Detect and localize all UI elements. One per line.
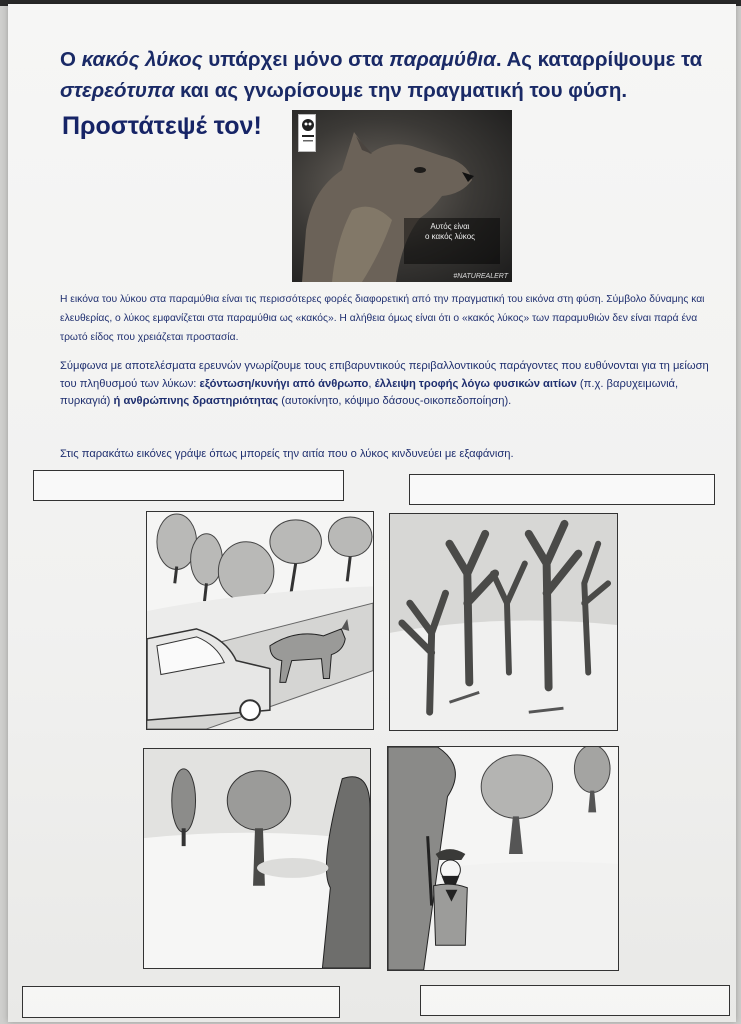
intro-paragraph: Η εικόνα του λύκου στα παραμύθια είναι τις περισσότερες φορές διαφορετική από την πραγματική του εικόνα στη φύση. Σύμβολο δύναμης και ελευθερίας, ο λύκος εμφανίζεται στα παραμύθια ως «κακός». Η αλήθεια όμως είναι ότι ο «κακός λύκος» των παραμυθιών δεν είναι παρά ένα τρωτό είδος που χρειάζεται προστασία. (60, 294, 705, 343)
drawing-burnt-forest (389, 513, 618, 731)
answer-box-2[interactable] (409, 474, 715, 505)
cause-hunting: εξόντωση/κυνήγι από άνθρωπο (199, 377, 369, 390)
page-subtitle: Προστάτεψέ τον! (62, 112, 262, 140)
title-line2-post: και ας γνωρίσουμε την πραγματική του φύση. (174, 79, 628, 102)
causes-paragraph (60, 358, 715, 411)
drawing-car-wolf (146, 511, 374, 730)
photo-hashtag: #NATUREALERT (453, 273, 508, 280)
drawing-hunter (387, 746, 619, 971)
title-em-stereotypes: στερεότυπα (60, 79, 175, 102)
page-title (60, 44, 710, 106)
photo-caption-line1: Αυτός είναι (430, 222, 470, 231)
causes-paren-natural: (π.χ. βαρυχειμωνιά, πυρκαγιά) (60, 377, 679, 407)
wwf-panda-icon (298, 114, 316, 152)
photo-caption-line2: ο κακός λύκος (424, 232, 476, 241)
drawing-snowy-landscape (143, 748, 371, 969)
answer-box-3[interactable] (22, 986, 340, 1018)
cause-human-activity: ή ανθρώπινης δραστηριότητας (113, 395, 279, 407)
title-line1-mid: υπάρχει μόνο στα (202, 48, 390, 71)
title-line1-post: . Ας καταρρίψουμε τα (495, 48, 703, 71)
wolf-poster-photo (292, 110, 512, 282)
title-line1-pre: Ο (60, 48, 82, 71)
cause-food-shortage: έλλειψη τροφής λόγω φυσικών αιτίων (374, 377, 577, 390)
answer-box-1[interactable] (33, 470, 344, 501)
photo-caption (410, 222, 490, 242)
title-em-bad-wolf: κακός λύκος (81, 48, 203, 71)
instruction-text: Στις παρακάτω εικόνες γράψε όπως μπορείς την αιτία που ο λύκος κινδυνεύει με εξαφάνιση. (60, 448, 514, 460)
wolf-pup-image (292, 110, 512, 282)
causes-paren-human: (αυτοκίνητο, κόψιμο δάσους-οικοπεδοποίηση). (278, 395, 512, 407)
answer-box-4[interactable] (420, 985, 730, 1016)
title-em-fairytales: παραμύθια (389, 48, 496, 71)
causes-sep: , (368, 377, 375, 390)
causes-intro: Σύμφωνα με αποτελέσματα ερευνών γνωρίζουμε τους επιβαρυντικούς περιβαλλοντικούς παράγοντες που ευθύνονται για τη μείωση του πληθυσμού των λύκων: (60, 360, 709, 390)
